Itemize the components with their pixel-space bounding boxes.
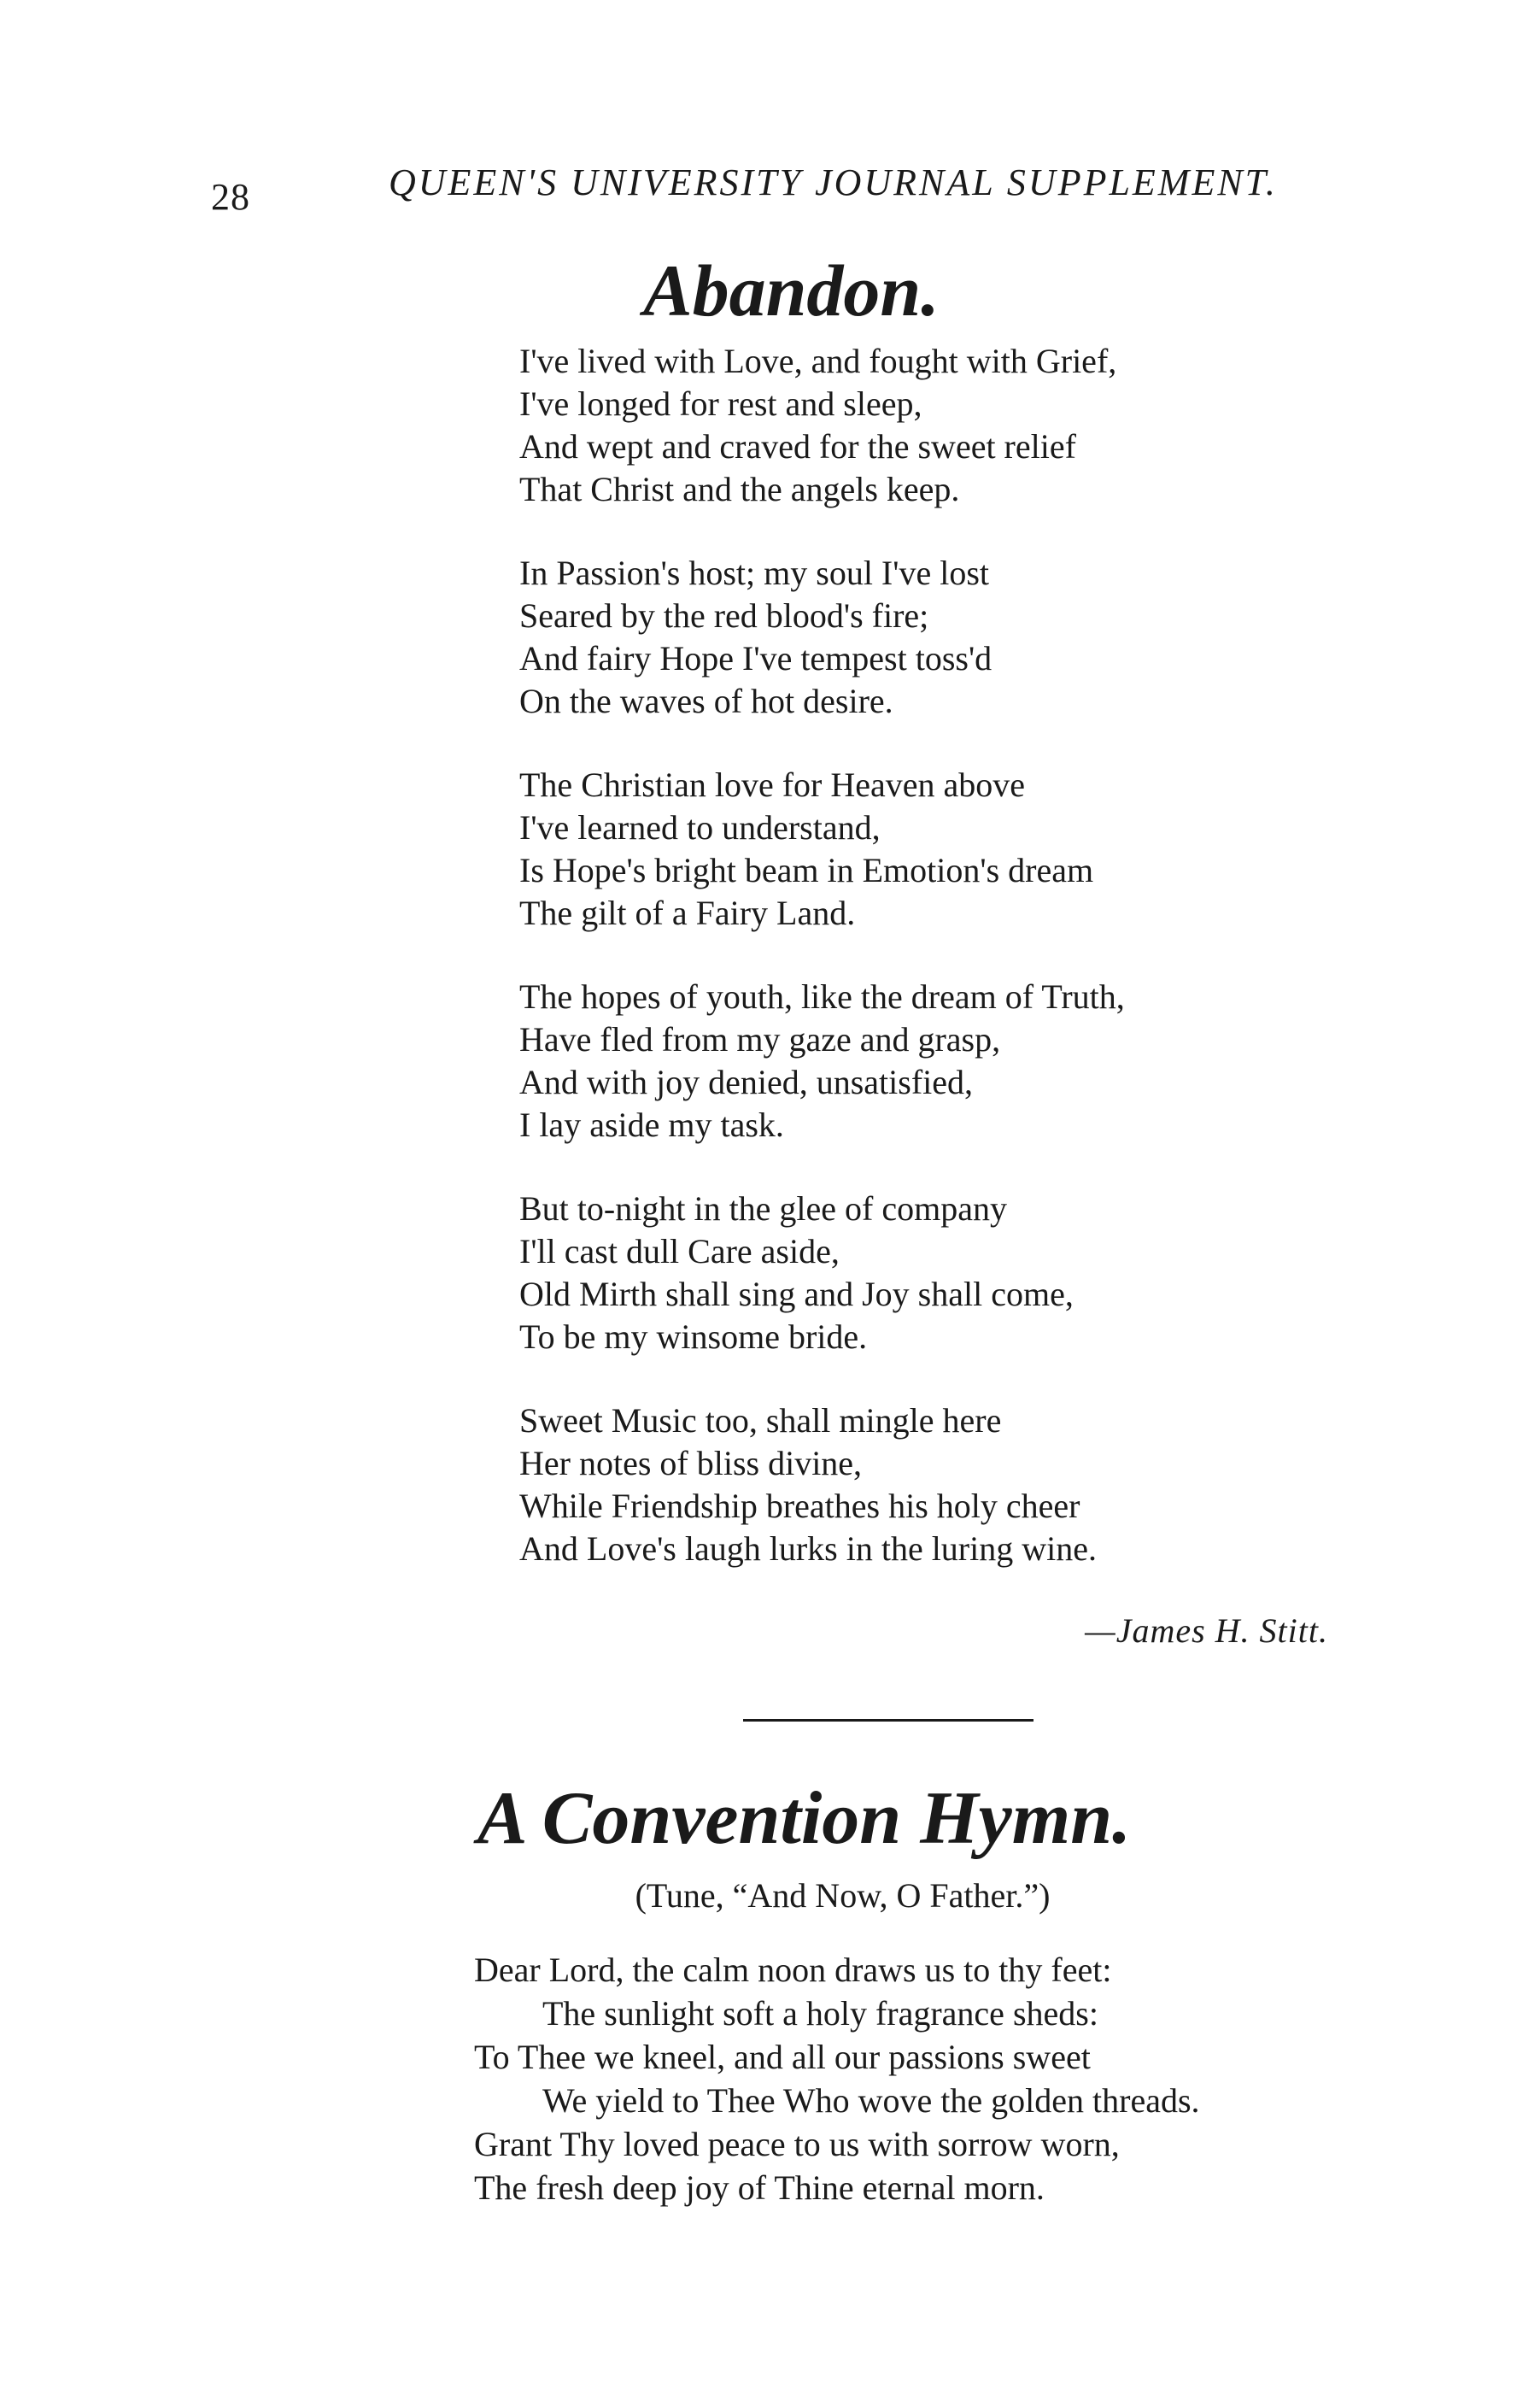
poem-line: And with joy denied, unsatisfied, [519,1063,974,1101]
stanza [519,1188,1125,1358]
stanza [519,764,1125,935]
poem-line: And wept and craved for the sweet relief [519,427,1076,466]
poem-line: To Thee we kneel, and all our passions sweet [474,2038,1091,2076]
poem-line: Old Mirth shall sing and Joy shall come, [519,1275,1074,1313]
poem-convention-hymn [474,1948,1200,2209]
poem-line: Dear Lord, the calm noon draws us to thy feet: [474,1951,1112,1989]
poem-line: I've lived with Love, and fought with Grief, [519,342,1117,380]
stanza [519,1399,1125,1570]
poem-line: I've learned to understand, [519,808,881,847]
stanza [519,340,1125,511]
poem-line: And fairy Hope I've tempest toss'd [519,639,993,678]
stanza [519,976,1125,1147]
stanza [519,552,1125,723]
poem-line: The gilt of a Fairy Land. [519,894,856,932]
running-header: QUEEN'S UNIVERSITY JOURNAL SUPPLEMENT. [389,161,1278,203]
poem-line: On the waves of hot desire. [519,682,893,720]
poem-line: The fresh deep joy of Thine eternal morn. [474,2168,1045,2207]
poem-line: I'll cast dull Care aside, [519,1232,840,1270]
poem-line: The hopes of youth, like the dream of Truth, [519,977,1125,1016]
poem-title: Abandon. [643,249,940,331]
poem-line: Grant Thy loved peace to us with sorrow worn, [474,2125,1120,2163]
poem-line: And Love's laugh lurks in the luring wine. [519,1529,1097,1568]
poem-line: Seared by the red blood's fire; [519,596,929,635]
poem-line: Is Hope's bright beam in Emotion's dream [519,851,1094,889]
page-number: 28 [211,176,250,218]
poem-line: I've longed for rest and sleep, [519,384,922,423]
poem-title: A Convention Hymn. [477,1777,1132,1860]
poem-line: I lay aside my task. [519,1106,784,1144]
tune-note: (Tune, “And Now, O Father.”) [635,1876,1051,1915]
poem-line: We yield to Thee Who wove the golden threads. [542,2081,1200,2120]
poem-line: In Passion's host; my soul I've lost [519,554,989,592]
poem-line: To be my winsome bride. [519,1317,868,1356]
poem-line: The sunlight soft a holy fragrance sheds: [542,1994,1098,2033]
poem-line: While Friendship breathes his holy cheer [519,1487,1080,1525]
poem-line: But to-night in the glee of company [519,1189,1007,1228]
poem-line: The Christian love for Heaven above [519,766,1026,804]
author-signature: —James H. Stitt. [1085,1611,1328,1650]
poem-abandon [519,340,1125,1611]
poem-line: Her notes of bliss divine, [519,1444,863,1482]
poem-line: Sweet Music too, shall mingle here [519,1401,1002,1440]
poem-line: That Christ and the angels keep. [519,470,960,508]
section-divider [743,1719,1033,1722]
poem-line: Have fled from my gaze and grasp, [519,1020,1001,1059]
